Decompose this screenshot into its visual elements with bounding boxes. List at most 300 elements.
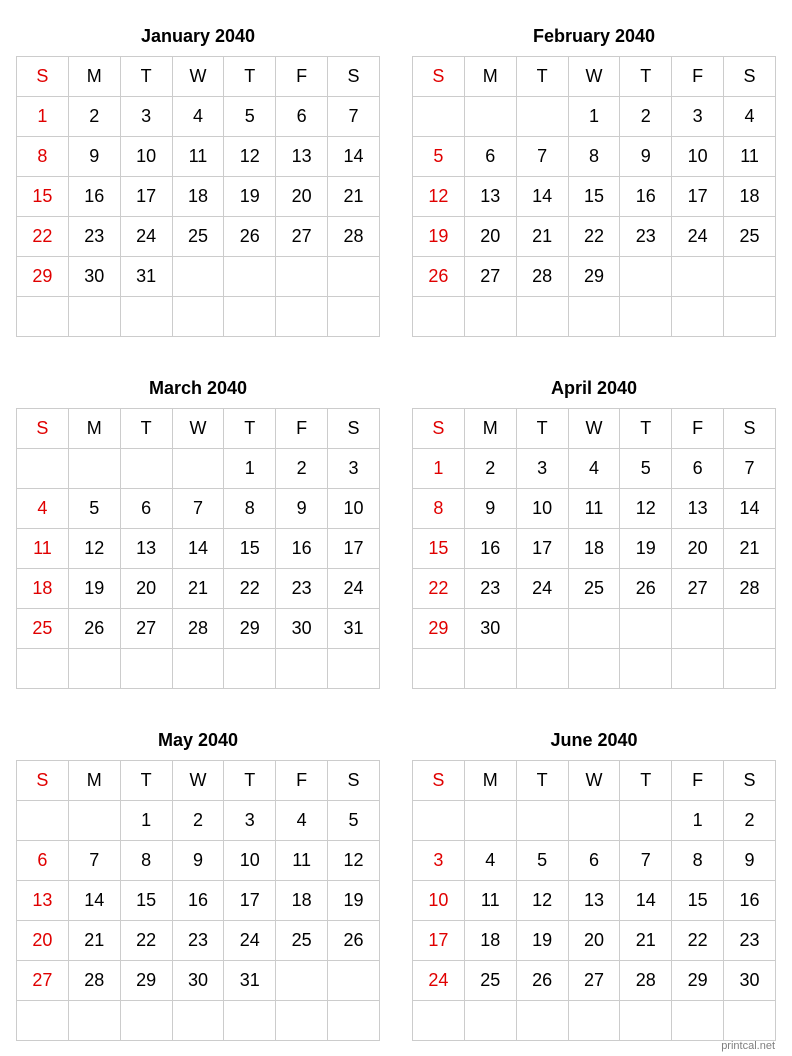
day-cell: 5: [68, 489, 120, 529]
day-cell: 11: [172, 137, 224, 177]
day-cell: 17: [413, 921, 465, 961]
day-cell: 27: [120, 609, 172, 649]
day-cell: 11: [568, 489, 620, 529]
weekday-label: S: [17, 57, 69, 97]
day-cell: 6: [120, 489, 172, 529]
day-cell: 25: [276, 921, 328, 961]
day-cell: 21: [68, 921, 120, 961]
day-cell: 29: [120, 961, 172, 1001]
month-block: [412, 720, 776, 1041]
day-cell: 30: [276, 609, 328, 649]
day-cell: 28: [68, 961, 120, 1001]
weekday-label: F: [672, 57, 724, 97]
day-cell: 5: [413, 137, 465, 177]
day-cell: 19: [413, 217, 465, 257]
empty-cell: [17, 801, 69, 841]
empty-cell: [276, 649, 328, 689]
empty-cell: [17, 1001, 69, 1041]
day-cell: 18: [276, 881, 328, 921]
day-cell: 7: [68, 841, 120, 881]
week-row: [17, 569, 380, 609]
empty-cell: [276, 961, 328, 1001]
day-cell: 13: [568, 881, 620, 921]
day-cell: 9: [172, 841, 224, 881]
weekday-label: F: [276, 409, 328, 449]
weekday-header-row: [17, 57, 380, 97]
empty-cell: [568, 297, 620, 337]
day-cell: 2: [172, 801, 224, 841]
day-cell: 24: [516, 569, 568, 609]
week-row: [17, 97, 380, 137]
day-cell: 22: [17, 217, 69, 257]
day-cell: 14: [620, 881, 672, 921]
day-cell: 21: [328, 177, 380, 217]
empty-cell: [276, 1001, 328, 1041]
weekday-label: W: [568, 57, 620, 97]
empty-cell: [568, 801, 620, 841]
day-cell: 25: [724, 217, 776, 257]
day-cell: 21: [172, 569, 224, 609]
day-cell: 15: [120, 881, 172, 921]
day-cell: 4: [276, 801, 328, 841]
day-cell: 14: [516, 177, 568, 217]
week-row: [413, 217, 776, 257]
day-cell: 23: [172, 921, 224, 961]
empty-cell: [172, 649, 224, 689]
day-cell: 3: [516, 449, 568, 489]
day-cell: 13: [120, 529, 172, 569]
empty-cell: [672, 257, 724, 297]
day-cell: 7: [620, 841, 672, 881]
day-cell: 19: [328, 881, 380, 921]
day-cell: 20: [464, 217, 516, 257]
day-cell: 4: [172, 97, 224, 137]
day-cell: 11: [464, 881, 516, 921]
weekday-label: S: [17, 761, 69, 801]
empty-cell: [224, 649, 276, 689]
day-cell: 15: [568, 177, 620, 217]
day-cell: 18: [464, 921, 516, 961]
day-cell: 20: [672, 529, 724, 569]
day-cell: 21: [516, 217, 568, 257]
day-cell: 20: [17, 921, 69, 961]
empty-cell: [516, 609, 568, 649]
week-row: [17, 649, 380, 689]
day-cell: 6: [17, 841, 69, 881]
week-row: [413, 801, 776, 841]
empty-cell: [276, 257, 328, 297]
day-cell: 6: [672, 449, 724, 489]
day-cell: 12: [328, 841, 380, 881]
month-grid: [412, 56, 776, 337]
empty-cell: [568, 1001, 620, 1041]
month-title: April 2040: [550, 378, 638, 398]
month-grid: [16, 56, 380, 337]
empty-cell: [568, 649, 620, 689]
empty-cell: [413, 297, 465, 337]
day-cell: 9: [68, 137, 120, 177]
day-cell: 17: [224, 881, 276, 921]
empty-cell: [672, 609, 724, 649]
empty-cell: [120, 297, 172, 337]
month-block: [16, 16, 380, 337]
week-row: [413, 449, 776, 489]
empty-cell: [672, 649, 724, 689]
empty-cell: [120, 1001, 172, 1041]
day-cell: 30: [68, 257, 120, 297]
weekday-label: F: [276, 57, 328, 97]
weekday-header-row: [413, 57, 776, 97]
week-row: [413, 841, 776, 881]
day-cell: 12: [413, 177, 465, 217]
day-cell: 22: [413, 569, 465, 609]
weekday-label: F: [672, 409, 724, 449]
day-cell: 28: [724, 569, 776, 609]
weekday-label: W: [568, 761, 620, 801]
day-cell: 14: [172, 529, 224, 569]
weekday-header-row: [17, 761, 380, 801]
month-title: May 2040: [157, 730, 239, 750]
weekday-label: M: [464, 409, 516, 449]
empty-cell: [464, 649, 516, 689]
empty-cell: [328, 649, 380, 689]
weekday-label: S: [724, 409, 776, 449]
day-cell: 15: [17, 177, 69, 217]
day-cell: 7: [172, 489, 224, 529]
empty-cell: [224, 297, 276, 337]
empty-cell: [620, 609, 672, 649]
week-row: [17, 609, 380, 649]
month-block: [16, 720, 380, 1041]
week-row: [413, 297, 776, 337]
empty-cell: [724, 1001, 776, 1041]
day-cell: 3: [328, 449, 380, 489]
weekday-label: T: [120, 409, 172, 449]
empty-cell: [516, 297, 568, 337]
day-cell: 19: [516, 921, 568, 961]
weekday-label: W: [172, 409, 224, 449]
day-cell: 23: [724, 921, 776, 961]
empty-cell: [620, 257, 672, 297]
month-title: January 2040: [140, 26, 256, 46]
week-row: [17, 177, 380, 217]
week-row: [17, 137, 380, 177]
day-cell: 8: [672, 841, 724, 881]
day-cell: 21: [724, 529, 776, 569]
day-cell: 3: [120, 97, 172, 137]
day-cell: 9: [276, 489, 328, 529]
day-cell: 31: [120, 257, 172, 297]
month-block: [412, 368, 776, 689]
day-cell: 2: [724, 801, 776, 841]
weekday-label: S: [724, 57, 776, 97]
empty-cell: [672, 1001, 724, 1041]
empty-cell: [224, 1001, 276, 1041]
day-cell: 26: [328, 921, 380, 961]
day-cell: 11: [17, 529, 69, 569]
day-cell: 24: [120, 217, 172, 257]
weekday-label: T: [620, 409, 672, 449]
day-cell: 26: [620, 569, 672, 609]
day-cell: 2: [464, 449, 516, 489]
month-block: [16, 368, 380, 689]
day-cell: 31: [328, 609, 380, 649]
day-cell: 14: [328, 137, 380, 177]
day-cell: 8: [120, 841, 172, 881]
day-cell: 3: [413, 841, 465, 881]
day-cell: 8: [413, 489, 465, 529]
day-cell: 16: [464, 529, 516, 569]
week-row: [17, 841, 380, 881]
week-row: [413, 609, 776, 649]
empty-cell: [620, 297, 672, 337]
day-cell: 25: [568, 569, 620, 609]
weekday-label: M: [68, 761, 120, 801]
empty-cell: [172, 449, 224, 489]
month-block: [412, 16, 776, 337]
weekday-label: M: [464, 761, 516, 801]
empty-cell: [464, 97, 516, 137]
day-cell: 29: [413, 609, 465, 649]
empty-cell: [413, 97, 465, 137]
day-cell: 9: [464, 489, 516, 529]
weekday-label: F: [276, 761, 328, 801]
day-cell: 1: [17, 97, 69, 137]
day-cell: 20: [276, 177, 328, 217]
day-cell: 28: [620, 961, 672, 1001]
footer-credit: printcal.net: [721, 1040, 775, 1052]
day-cell: 13: [672, 489, 724, 529]
day-cell: 29: [17, 257, 69, 297]
empty-cell: [120, 449, 172, 489]
day-cell: 14: [68, 881, 120, 921]
week-row: [413, 921, 776, 961]
day-cell: 12: [620, 489, 672, 529]
month-grid: [412, 408, 776, 689]
week-row: [17, 449, 380, 489]
day-cell: 11: [276, 841, 328, 881]
empty-cell: [516, 801, 568, 841]
day-cell: 25: [172, 217, 224, 257]
day-cell: 26: [413, 257, 465, 297]
day-cell: 29: [224, 609, 276, 649]
empty-cell: [172, 297, 224, 337]
day-cell: 27: [568, 961, 620, 1001]
day-cell: 4: [17, 489, 69, 529]
day-cell: 17: [328, 529, 380, 569]
day-cell: 12: [516, 881, 568, 921]
weekday-label: T: [224, 57, 276, 97]
weekday-label: M: [464, 57, 516, 97]
empty-cell: [620, 801, 672, 841]
week-row: [17, 257, 380, 297]
week-row: [17, 489, 380, 529]
day-cell: 18: [724, 177, 776, 217]
weekday-label: S: [328, 409, 380, 449]
day-cell: 24: [413, 961, 465, 1001]
empty-cell: [224, 257, 276, 297]
weekday-header-row: [413, 409, 776, 449]
empty-cell: [68, 1001, 120, 1041]
week-row: [413, 569, 776, 609]
weekday-label: T: [516, 409, 568, 449]
day-cell: 8: [568, 137, 620, 177]
day-cell: 22: [672, 921, 724, 961]
empty-cell: [620, 649, 672, 689]
day-cell: 30: [464, 609, 516, 649]
day-cell: 25: [464, 961, 516, 1001]
empty-cell: [413, 1001, 465, 1041]
empty-cell: [328, 961, 380, 1001]
day-cell: 15: [672, 881, 724, 921]
day-cell: 20: [120, 569, 172, 609]
day-cell: 29: [568, 257, 620, 297]
day-cell: 20: [568, 921, 620, 961]
day-cell: 10: [413, 881, 465, 921]
day-cell: 24: [672, 217, 724, 257]
day-cell: 18: [568, 529, 620, 569]
day-cell: 21: [620, 921, 672, 961]
day-cell: 5: [328, 801, 380, 841]
month-title: February 2040: [532, 26, 656, 46]
weekday-label: S: [413, 57, 465, 97]
empty-cell: [17, 449, 69, 489]
empty-cell: [464, 801, 516, 841]
week-row: [17, 881, 380, 921]
month-title: March 2040: [148, 378, 248, 398]
empty-cell: [172, 257, 224, 297]
weekday-label: T: [516, 57, 568, 97]
month-grid: [16, 408, 380, 689]
day-cell: 17: [516, 529, 568, 569]
weekday-label: S: [328, 761, 380, 801]
week-row: [413, 649, 776, 689]
day-cell: 27: [17, 961, 69, 1001]
day-cell: 26: [224, 217, 276, 257]
weekday-label: T: [120, 57, 172, 97]
day-cell: 7: [516, 137, 568, 177]
day-cell: 19: [620, 529, 672, 569]
day-cell: 16: [724, 881, 776, 921]
day-cell: 19: [224, 177, 276, 217]
day-cell: 6: [464, 137, 516, 177]
day-cell: 30: [172, 961, 224, 1001]
week-row: [413, 489, 776, 529]
day-cell: 22: [568, 217, 620, 257]
day-cell: 28: [328, 217, 380, 257]
empty-cell: [672, 297, 724, 337]
empty-cell: [120, 649, 172, 689]
empty-cell: [328, 297, 380, 337]
day-cell: 5: [620, 449, 672, 489]
day-cell: 16: [620, 177, 672, 217]
day-cell: 4: [568, 449, 620, 489]
day-cell: 1: [224, 449, 276, 489]
week-row: [413, 961, 776, 1001]
day-cell: 15: [413, 529, 465, 569]
week-row: [413, 97, 776, 137]
day-cell: 23: [620, 217, 672, 257]
empty-cell: [464, 297, 516, 337]
day-cell: 5: [224, 97, 276, 137]
day-cell: 7: [724, 449, 776, 489]
weekday-header-row: [17, 409, 380, 449]
day-cell: 14: [724, 489, 776, 529]
day-cell: 27: [672, 569, 724, 609]
weekday-label: W: [568, 409, 620, 449]
day-cell: 16: [68, 177, 120, 217]
weekday-label: T: [224, 761, 276, 801]
day-cell: 22: [120, 921, 172, 961]
week-row: [413, 177, 776, 217]
day-cell: 19: [68, 569, 120, 609]
day-cell: 26: [516, 961, 568, 1001]
week-row: [17, 1001, 380, 1041]
day-cell: 6: [568, 841, 620, 881]
day-cell: 2: [620, 97, 672, 137]
empty-cell: [68, 297, 120, 337]
day-cell: 2: [276, 449, 328, 489]
weekday-label: S: [413, 409, 465, 449]
day-cell: 16: [172, 881, 224, 921]
empty-cell: [516, 1001, 568, 1041]
day-cell: 6: [276, 97, 328, 137]
empty-cell: [464, 1001, 516, 1041]
day-cell: 12: [224, 137, 276, 177]
day-cell: 10: [224, 841, 276, 881]
day-cell: 17: [672, 177, 724, 217]
week-row: [17, 921, 380, 961]
week-row: [413, 1001, 776, 1041]
week-row: [413, 257, 776, 297]
empty-cell: [328, 257, 380, 297]
weekday-label: W: [172, 761, 224, 801]
empty-cell: [68, 449, 120, 489]
week-row: [413, 529, 776, 569]
empty-cell: [413, 801, 465, 841]
weekday-label: W: [172, 57, 224, 97]
day-cell: 3: [672, 97, 724, 137]
day-cell: 30: [724, 961, 776, 1001]
day-cell: 8: [17, 137, 69, 177]
weekday-label: M: [68, 57, 120, 97]
day-cell: 2: [68, 97, 120, 137]
week-row: [17, 529, 380, 569]
day-cell: 5: [516, 841, 568, 881]
weekday-label: F: [672, 761, 724, 801]
day-cell: 1: [120, 801, 172, 841]
day-cell: 28: [172, 609, 224, 649]
day-cell: 25: [17, 609, 69, 649]
empty-cell: [620, 1001, 672, 1041]
day-cell: 11: [724, 137, 776, 177]
weekday-label: M: [68, 409, 120, 449]
weekday-label: T: [620, 57, 672, 97]
empty-cell: [413, 649, 465, 689]
weekday-label: S: [413, 761, 465, 801]
day-cell: 8: [224, 489, 276, 529]
day-cell: 27: [464, 257, 516, 297]
day-cell: 13: [276, 137, 328, 177]
empty-cell: [516, 649, 568, 689]
week-row: [17, 801, 380, 841]
day-cell: 3: [224, 801, 276, 841]
weekday-label: T: [620, 761, 672, 801]
week-row: [413, 137, 776, 177]
weekday-label: S: [328, 57, 380, 97]
week-row: [17, 961, 380, 1001]
day-cell: 22: [224, 569, 276, 609]
